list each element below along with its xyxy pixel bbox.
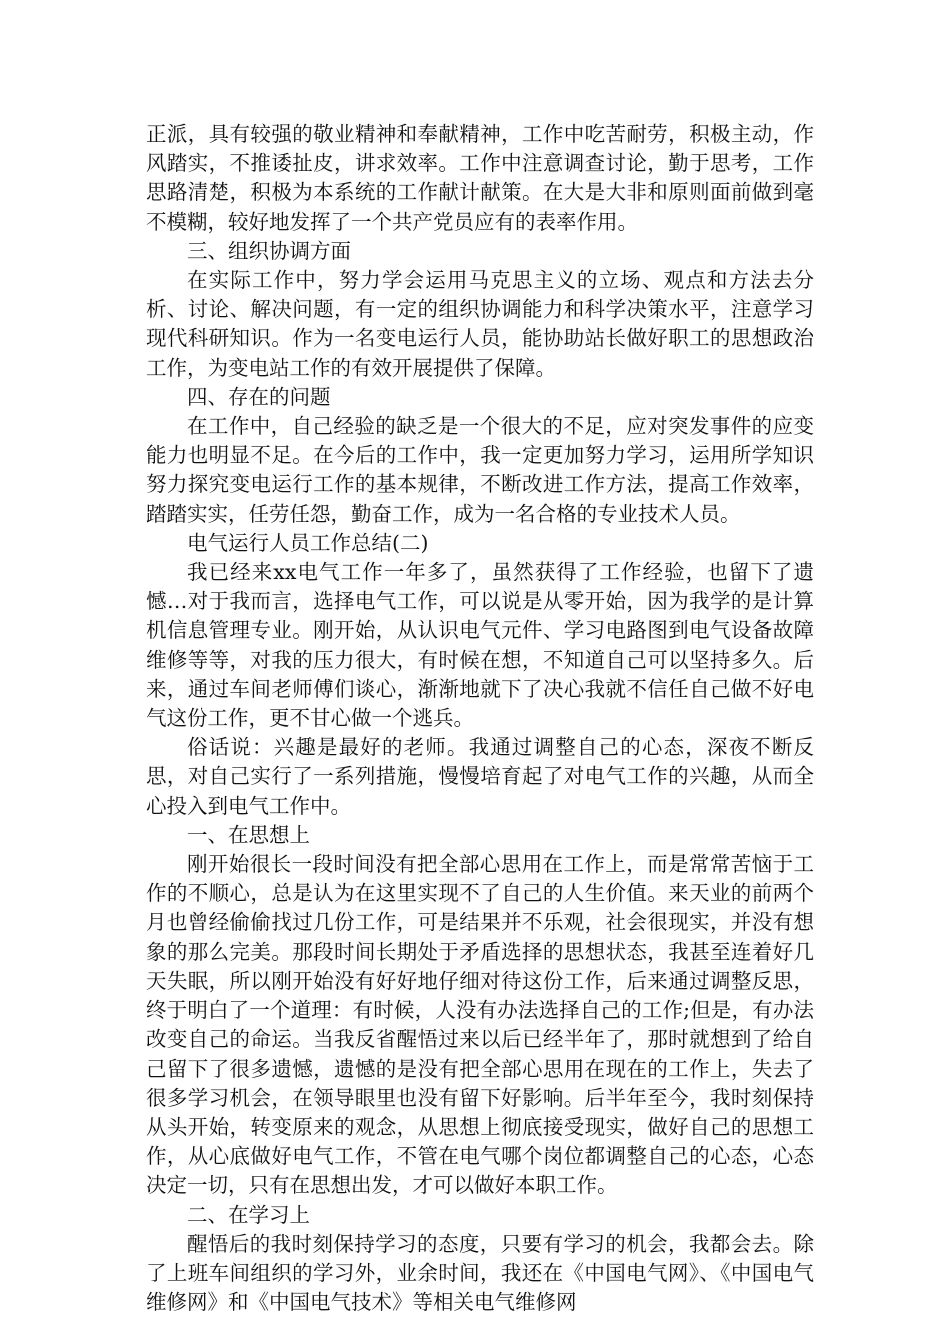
section-heading-organization: 三、组织协调方面	[187, 238, 351, 263]
paragraph: 刚开始很长一段时间没有把全部心思用在工作上，而是常常苦恼于工作的不顺心，总是认为在这里实现不了自己的人生价值。来天业的前两个月也曾经偷偷找过几份工作，可是结果并不乐观，社会很现实，并没有想象的那么完美。那段时间长期处于矛盾选择的思想状态，我甚至连着好几天失眠，所以刚开始没有好好地仔细对待这份工作，后来通过调整反思，终于明白了一个道理：有时候，人没有办法选择自己的工作;但是，有办法改变自己的命运。当我反省醒悟过来以后已经半年了，那时就想到了给自己留下了很多遗憾，遗憾的是没有把全部心思用在现在的工作上，失去了很多学习机会，在领导眼里也没有留下好影响。后半年至今，我时刻保持从头开始，转变原来的观念，从思想上彻底接受现实，做好自己的思想工作，从心底做好电气工作，不管在电气哪个岗位都调整自己的心态，心态决定一切，只有在思想出发，才可以做好本职工作。	[146, 852, 814, 1198]
paragraph-continuation: 正派，具有较强的敬业精神和奉献精神，工作中吃苦耐劳，积极主动，作风踏实，不推诿扯皮，讲求效率。工作中注意调查讨论，勤于思考，工作思路清楚，积极为本系统的工作献计献策。在大是大非和原则面前做到毫不模糊，较好地发挥了一个共产党员应有的表率作用。	[146, 122, 814, 234]
section-heading-thinking: 一、在思想上	[187, 822, 310, 847]
paragraph: 我已经来xx电气工作一年多了，虽然获得了工作经验，也留下了遗憾…对于我而言，选择电气工作，可以说是从零开始，因为我学的是计算机信息管理专业。刚开始，从认识电气元件、学习电路图到电气设备故障维修等等，对我的压力很大，有时候在想，不知道自己可以坚持多久。后来，通过车间老师傅们谈心，渐渐地就下了决心我就不信任自己做不好电气这份工作，更不甘心做一个逃兵。	[146, 560, 814, 731]
document-body	[146, 120, 814, 1317]
paragraph: 在实际工作中，努力学会运用马克思主义的立场、观点和方法去分析、讨论、解决问题，有一定的组织协调能力和科学决策水平，注意学习现代科研知识。作为一名变电运行人员，能协助站长做好职工的思想政治工作，为变电站工作的有效开展提供了保障。	[146, 268, 814, 380]
paragraph: 在工作中，自己经验的缺乏是一个很大的不足，应对突发事件的应变能力也明显不足。在今后的工作中，我一定更加努力学习，运用所学知识努力探究变电运行工作的基本规律，不断改进工作方法，提高工作效率，踏踏实实，任劳任怨，勤奋工作，成为一名合格的专业技术人员。	[146, 414, 814, 526]
section-heading-learning: 二、在学习上	[187, 1202, 310, 1227]
paragraph: 醒悟后的我时刻保持学习的态度，只要有学习的机会，我都会去。除了上班车间组织的学习外，业余时间，我还在《中国电气网》、《中国电气维修网》和《中国电气技术》等相关电气维修网	[146, 1231, 814, 1315]
paragraph: 俗话说：兴趣是最好的老师。我通过调整自己的心态，深夜不断反思，对自己实行了一系列措施，慢慢培育起了对电气工作的兴趣，从而全心投入到电气工作中。	[146, 735, 814, 818]
section-heading-problems: 四、存在的问题	[187, 384, 331, 409]
document-subtitle: 电气运行人员工作总结(二)	[187, 530, 429, 555]
